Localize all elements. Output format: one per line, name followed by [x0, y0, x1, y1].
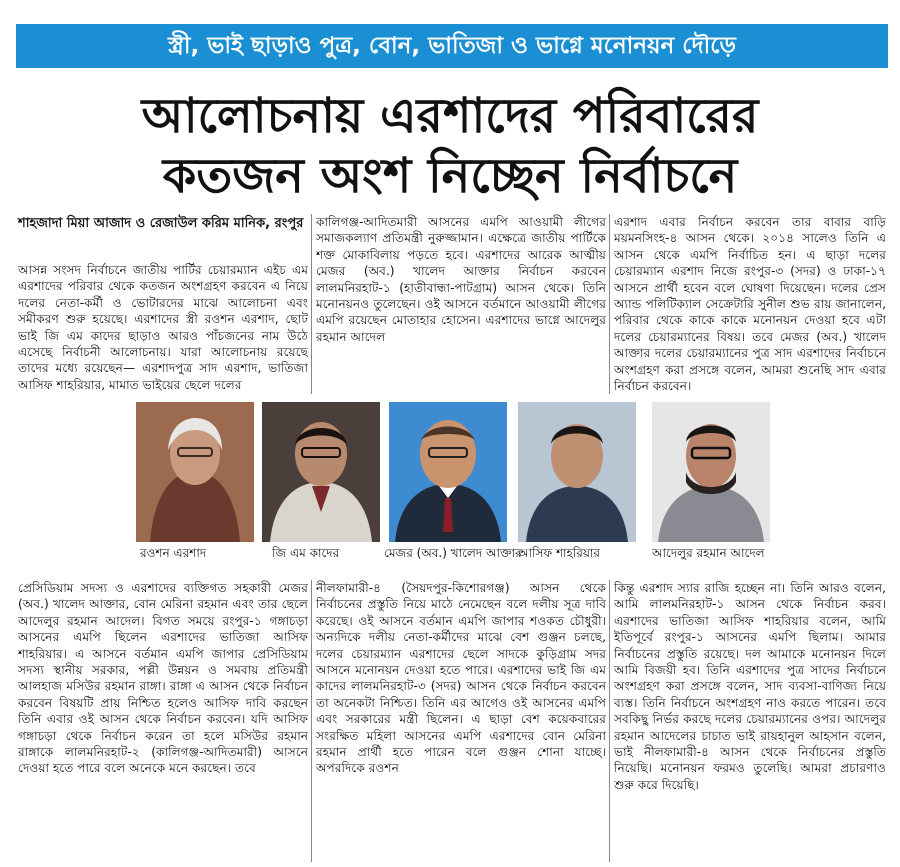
article-col3-bottom: কিন্তু এরশাদ স্যার রাজি হচ্ছেন না। তিনি আরও বলেন, আমি লালমনিরহাট-১ আসন থেকে নির্বাচন করব। এরশাদের ভাতিজা আসিফ শাহরিয়ার বলেন, আমি ইতিপূর্বে রংপুর-১ আসনের এমপি ছিলাম। আমার নির্বাচনের প্রস্তুতি রয়েছে। দল আমাকে মনোনয়ন দিলে আমি বিজয়ী হব। তিনি এরশাদের পুত্র সাদের নির্বাচনে অংশগ্রহণ করা প্রসঙ্গে বলেন, সাদ ব্যবসা-বাণিজ্য নিয়ে ব্যস্ত। তিনি নির্বাচনে অংশগ্রহণ নাও করতে পারেন। তবে সবকিছু নির্ভর করছে দলের চেয়ারম্যানের ওপর। আদেলুর রহমান আদেলের চাচাত ভাই রায়হানুল আহসান বলেন, ভাই নীলফামারী-৪ আসন থেকে নির্বাচনের প্রস্তুতি নিয়েছি। মনোনয়ন ফরমও তুলেছি। আমরা প্রচারণাও শুরু করে দিয়েছি।: [614, 581, 886, 792]
kicker-banner: [16, 24, 888, 68]
article-col2-top: কালিগঞ্জ-আদিতমারী আসনের এমপি আওয়ামী লীগের সমাজকল্যাণ প্রতিমন্ত্রী নুরুজ্জামান। এক্ষেত্রে জাতীয় পার্টিকে শক্ত মোকাবিলায় পড়তে হবে। এরশাদের আরেক আত্মীয় মেজর (অব.) খালেদ আক্তার নির্বাচন করবেন লালমনিরহাট-১ (হাতীবান্ধা-পাটগ্রাম) আসন থেকে। তিনি মনোনয়নও তুলেছেন। ওই আসনে বর্তমানে আওয়ামী লীগের এমপি রয়েছেন মোতাহার হোসেন। এরশাদের ভাগ্নে আদেলুর রহমান আদেল: [316, 215, 606, 344]
portrait-adelur-rahman: [652, 402, 770, 542]
article-col3-top: এরশাদ এবার নির্বাচন করবেন তার বাবার বাড়ি ময়মনসিংহ-৪ আসন থেকে। ২০১৪ সালেও তিনি এ আসন থেকে এমপি নির্বাচিত হন। এ ছাড়া দলের চেয়ারম্যান এরশাদ নিজে রংপুর-৩ (সদর) ও ঢাকা-১৭ আসনে প্রার্থী হবেন বলে ঘোষণা দিয়েছেন। দলের প্রেস অ্যান্ড পলিটিক্যাল সেক্রেটারি সুনীল শুভ রায় জানালেন, পরিবার থেকে কাকে কাকে মনোনয়ন দেওয়া হবে এটা দলের চেয়ারম্যানের বিষয়। তবে মেজর (অব.) খালেদ আক্তার দলের চেয়ারম্যানের পুত্র সাদ এরশাদের নির্বাচনে অংশগ্রহণ করা প্রসঙ্গে বলেন, আমরা শুনেছি সাদ এবার নির্বাচন করবেন।: [614, 215, 886, 394]
column-divider: [609, 580, 610, 862]
article-col2-bottom: নীলফামারী-৪ (সৈয়দপুর-কিশোরগঞ্জ) আসন থেকে নির্বাচনের প্রস্তুতি নিয়ে মাঠে নেমেছেন বলে দলীয় সূত্র দাবি করেছে। ওই আসনে বর্তমান এমপি জাপার শওকত চৌধুরী। অন্যদিকে দলীয় নেতা-কর্মীদের মাঝে বেশ গুঞ্জন চলছে, দলের চেয়ারম্যান এরশাদের ছেলে সাদকে কুড়িগ্রাম সদর আসনে মনোনয়ন দেওয়া হতে পারে। এরশাদের ভাই জি এম কাদের লালমনিরহাট-৩ (সদর) আসন থেকে নির্বাচন করবেন তা অনেকটা নিশ্চিত। তিনি এর আগেও ওই আসনের এমপি এবং সরকারের মন্ত্রী ছিলেন। এ ছাড়া বেশ কয়েকবারের সংরক্ষিত মহিলা আসনের এমপি এরশাদের বোন মেরিনা রহমান প্রার্থী হতে পারেন বলে গুঞ্জন শোনা যাচ্ছে। অপরদিকে রওশন: [316, 581, 606, 776]
article-col1-top: আসন্ন সংসদ নির্বাচনে জাতীয় পার্টির চেয়ারম্যান এইচ এম এরশাদের পরিবার থেকে কতজন অংশগ্রহণ করবেন এ নিয়ে দলের নেতা-কর্মী ও ভোটারদের মাঝে আলোচনা এবং সমীকরণ শুরু হয়েছে। এরশাদের স্ত্রী রওশন এরশাদ, ছোট ভাই জি এম কাদের ছাড়াও আরও পাঁচজনের নাম উঠে এসেছে নির্বাচনী আলোচনায়। যারা আলোচনায় রয়েছে তাদের মধ্যে রয়েছেন— এরশাদপুত্র সাদ এরশাদ, ভাতিজা আসিফ শাহরিয়ার, মামাত ভাইয়ের ছেলে দলের: [18, 263, 308, 392]
portrait-rawshan-ershad: [136, 402, 254, 542]
headline-line-1: আলোচনায় এরশাদের পরিবারের: [141, 88, 759, 144]
caption-adelur-rahman: আদেলুর রহমান আদেল: [652, 546, 765, 560]
caption-asif-shahriar: আসিফ শাহরিয়ার: [518, 546, 601, 560]
kicker-text: স্ত্রী, ভাই ছাড়াও পুত্র, বোন, ভাতিজা ও ভাগ্নে মনোনয়ন দৌড়ে: [168, 33, 736, 59]
caption-gm-quader: জি এম কাদের: [272, 546, 340, 560]
column-divider: [609, 214, 610, 394]
headline-line-2: কতজন অংশ নিচ্ছেন নির্বাচনে: [162, 148, 738, 204]
column-divider: [311, 580, 312, 862]
caption-rawshan-ershad: রওশন এরশাদ: [140, 546, 207, 560]
portrait-khaled-akter: [389, 402, 507, 542]
portrait-asif-shahriar: [518, 402, 636, 542]
portrait-gm-quader: [262, 402, 380, 542]
caption-khaled-akter: মেজর (অব.) খালেদ আক্তার: [384, 546, 522, 560]
byline: শাহজাদা মিয়া আজাদ ও রেজাউল করিম মানিক, রংপুর: [18, 216, 304, 231]
article-col1-bottom: প্রেসিডিয়াম সদস্য ও এরশাদের ব্যক্তিগত সহকারী মেজর (অব.) খালেদ আক্তার, বোন মেরিনা রহমান এবং তার ছেলে আদেলুর রহমান আদেল। বিগত সময়ে রংপুর-১ গঙ্গাচড়া আসনের এমপি ছিলেন এরশাদের ভাতিজা আসিফ শাহরিয়ার। এ আসনে বর্তমান এমপি জাপার প্রেসিডিয়াম সদস্য স্থানীয় সরকার, পল্লী উন্নয়ন ও সমবায় প্রতিমন্ত্রী আলহাজ মসিউর রহমান রাঙ্গা। রাঙ্গা এ আসন থেকে নির্বাচন করবেন বিষয়টি প্রায় নিশ্চিত হলেও আসিফ দাবি করছেন তিনি এবার ওই আসন থেকে নির্বাচন করবেন। যদি আসিফ গঙ্গাচড়া থেকে নির্বাচন করেন তা হলে মসিউর রহমান রাঙ্গাকে লালমনিরহাট-২ (কালিগঞ্জ-আদিতমারী) আসনে দেওয়া হতে পারে বলে অনেকে মনে করছেন। তবে: [18, 581, 308, 776]
column-divider: [311, 214, 312, 394]
